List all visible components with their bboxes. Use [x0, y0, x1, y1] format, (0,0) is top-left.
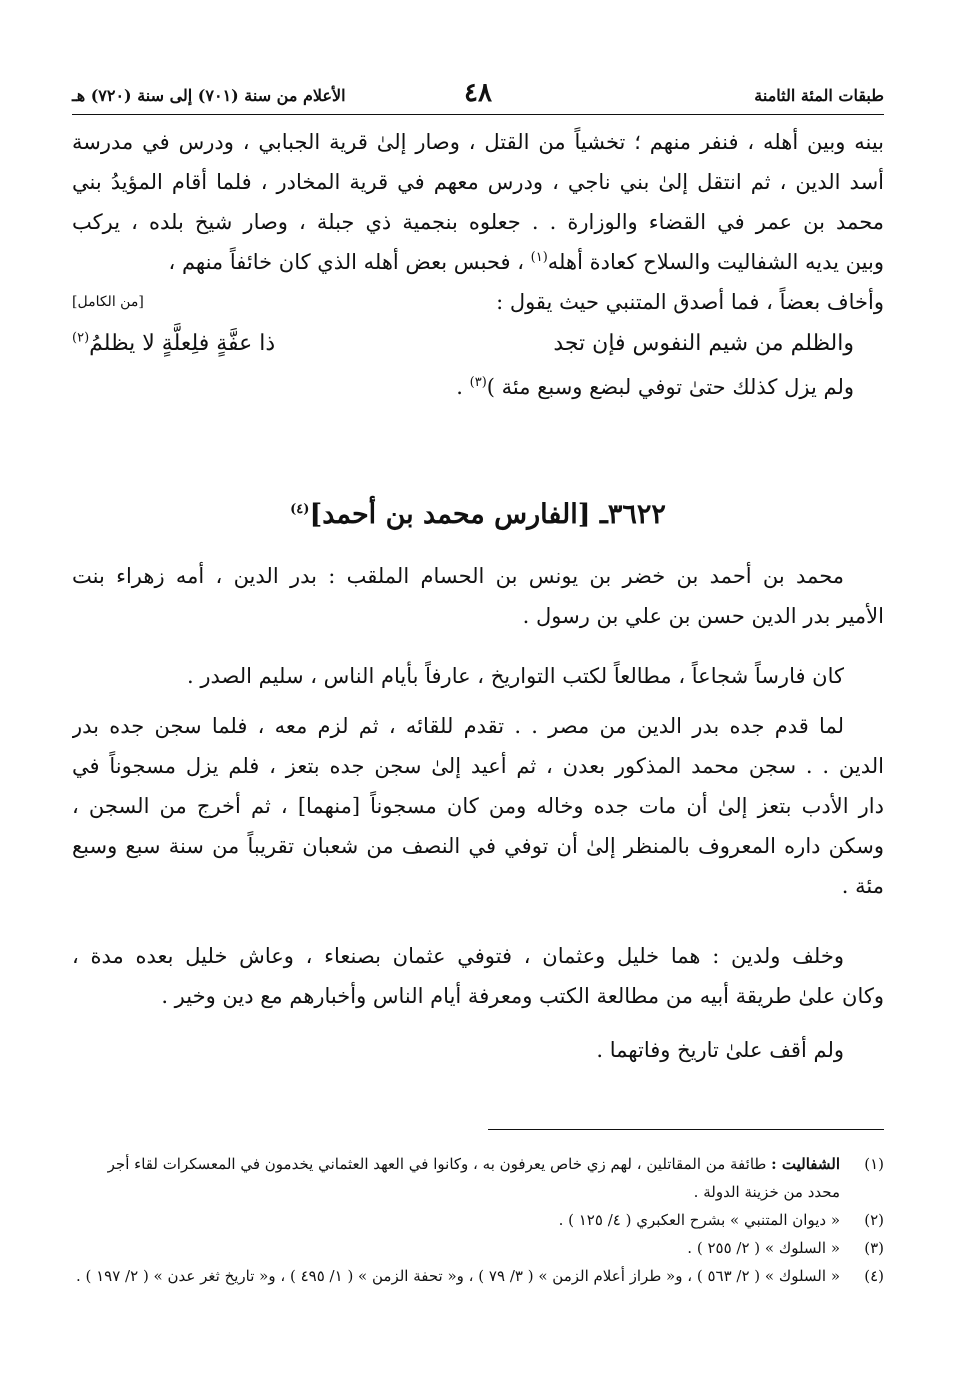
text-line: أسد الدين ، ثم انتقل إلىٰ بني ناجي ، ودرس معهم في قرية المخادر ، فلما أقام المؤيدُ بني — [72, 170, 884, 194]
footnote-body: طائفة من المقاتلين ، لهم زي خاص يعرفون به ، وكانوا في العهد العثماني يخدمون في المعسكرات لقاء أجر محدد من خزينة الدولة . — [107, 1155, 840, 1201]
text-line: وسكن داره المعروف بالمنظر إلىٰ أن توفي في النصف من شعبان تقريباً من سنة سبع وسبع — [72, 834, 884, 858]
text-segment: وأخاف بعضاً ، فما أصدق المتنبي حيث يقول : — [496, 290, 884, 314]
text-line: وخلف ولدين : هما خليل وعثمان ، فتوفي عثمان بصنعاء ، وعاش خليل بعده مدة ، — [72, 944, 844, 968]
text-line — [72, 242, 884, 282]
text-line: وكان علىٰ طريقة أبيه من مطالعة الكتب ومعرفة أيام الناس وأخبارهم مع دين وخير . — [161, 984, 884, 1008]
footnote-number: (٣) — [864, 1239, 884, 1257]
text-segment: ولم يزل كذلك حتىٰ توفي لبضع وسبع مئة ) — [486, 375, 854, 399]
text-line: ولم أقف علىٰ تاريخ وفاتهما . — [596, 1038, 844, 1062]
text-line: مئة . — [841, 874, 884, 898]
text-line: دار الأدب بتعز إلىٰ أن مات جده وخاله ومن كان مسجوناً [منهما] ، ثم أخرج من السجن ، — [72, 794, 884, 818]
previous-entry-continuation — [72, 122, 884, 408]
footnote-body: « السلوك » ( ٢/ ٢٥٥ ) . — [687, 1239, 840, 1257]
entry-paragraph — [72, 936, 884, 1016]
footnote — [72, 1234, 884, 1262]
verse-first-hemistich: والظلم من شيم النفوس فإن تجد — [553, 331, 854, 356]
footnote-term: الشفاليت : — [771, 1155, 840, 1173]
footnote-ref: (١) — [530, 250, 548, 265]
poetry-verse — [72, 322, 884, 366]
page-number: ٤٨ — [464, 78, 492, 108]
text-segment: وبين يديه الشفاليت والسلاح كعادة أهله — [547, 250, 884, 274]
running-header — [72, 78, 884, 114]
meter-label: [من الكامل] — [72, 294, 144, 310]
text-line: محمد بن أحمد بن خضر بن يونس بن الحسام الملقب : بدر الدين ، أمه زهراء بنت — [72, 564, 844, 588]
text-line: محمد بن عمر في القضاء والوزارة . . جعلوه بنجمية ذي جبلة ، وصار شيخ بلده ، يركب — [72, 210, 884, 234]
closing-line: ولم يزل كذلك حتىٰ توفي لبضع وسبع مئة )$^{(٣)}$ . — [456, 375, 854, 399]
entry-paragraph — [72, 706, 884, 906]
footnote-ref: (٤) — [290, 502, 310, 517]
footnote-body: « ديوان المتنبي » بشرح العكبري ( ٤/ ١٢٥ ) . — [558, 1211, 840, 1229]
text-line: لما قدم جده بدر الدين من مصر . . تقدم للقائه ، ثم لزم معه ، فلما سجن جده بدر — [72, 714, 844, 738]
footnote-ref: (٢) — [72, 330, 90, 346]
text-line: بينه وبين أهله ، فنفر منهم ؛ تخشياً من القتل ، وصار إلىٰ قرية الجبابي ، ودرس في مدرسة — [72, 130, 884, 154]
footnote — [72, 1262, 884, 1290]
entry-paragraph — [72, 556, 884, 636]
text-line: كان فارساً شجاعاً ، مطالعاً لكتب التواريخ ، عارفاً بأيام الناس ، سليم الصدر . — [187, 664, 844, 688]
footnote-ref: (٣) — [469, 375, 487, 390]
entry-paragraph — [72, 656, 884, 696]
text-line — [72, 282, 884, 322]
footnote-number: (٤) — [864, 1267, 884, 1285]
header-section-title: طبقات المئة الثامنة — [754, 86, 884, 105]
header-range-title: الأعلام من سنة (٧٠١) إلى سنة (٧٢٠) هـ — [72, 86, 346, 105]
footnotes — [72, 1150, 884, 1290]
footnote-body: « السلوك » ( ٢/ ٥٦٣ ) ، و« طراز أعلام الزمن » ( ٣/ ٧٩ ) ، و« تحفة الزمن » ( ١/ ٤٩٥ ) ، و« تاريخ ثغر عدن » ( ٢/ ١٩٧ ) . — [75, 1267, 840, 1285]
footnote-text — [72, 1150, 840, 1206]
entry-heading — [72, 490, 884, 540]
footnote — [72, 1150, 884, 1206]
text-segment: ، فحبس بعض أهله الذي كان خائفاً منهم ، — [168, 250, 524, 274]
entry-paragraph — [72, 1030, 884, 1070]
verse-second-hemistich: ذا عفَّةٍ فلِعلَّةٍ لا يظلمُ — [89, 331, 276, 356]
header-rule — [72, 114, 884, 115]
footnote-separator — [488, 1129, 884, 1130]
text-line: الأمير بدر الدين حسن بن علي بن رسول . — [522, 604, 884, 628]
entry-title: ٣٦٢٢ـ [الفارس محمد بن أحمد] — [309, 499, 666, 530]
text-line: الدين . . سجن محمد المذكور بعدن ، ثم أعيد إلىٰ سجن جده بتعز ، فلم يزل مسجوناً في — [72, 754, 884, 778]
footnote — [72, 1206, 884, 1234]
footnote-number: (١) — [864, 1155, 884, 1173]
footnote-number: (٢) — [864, 1211, 884, 1229]
verse-second-hemistich-wrap — [72, 322, 275, 366]
